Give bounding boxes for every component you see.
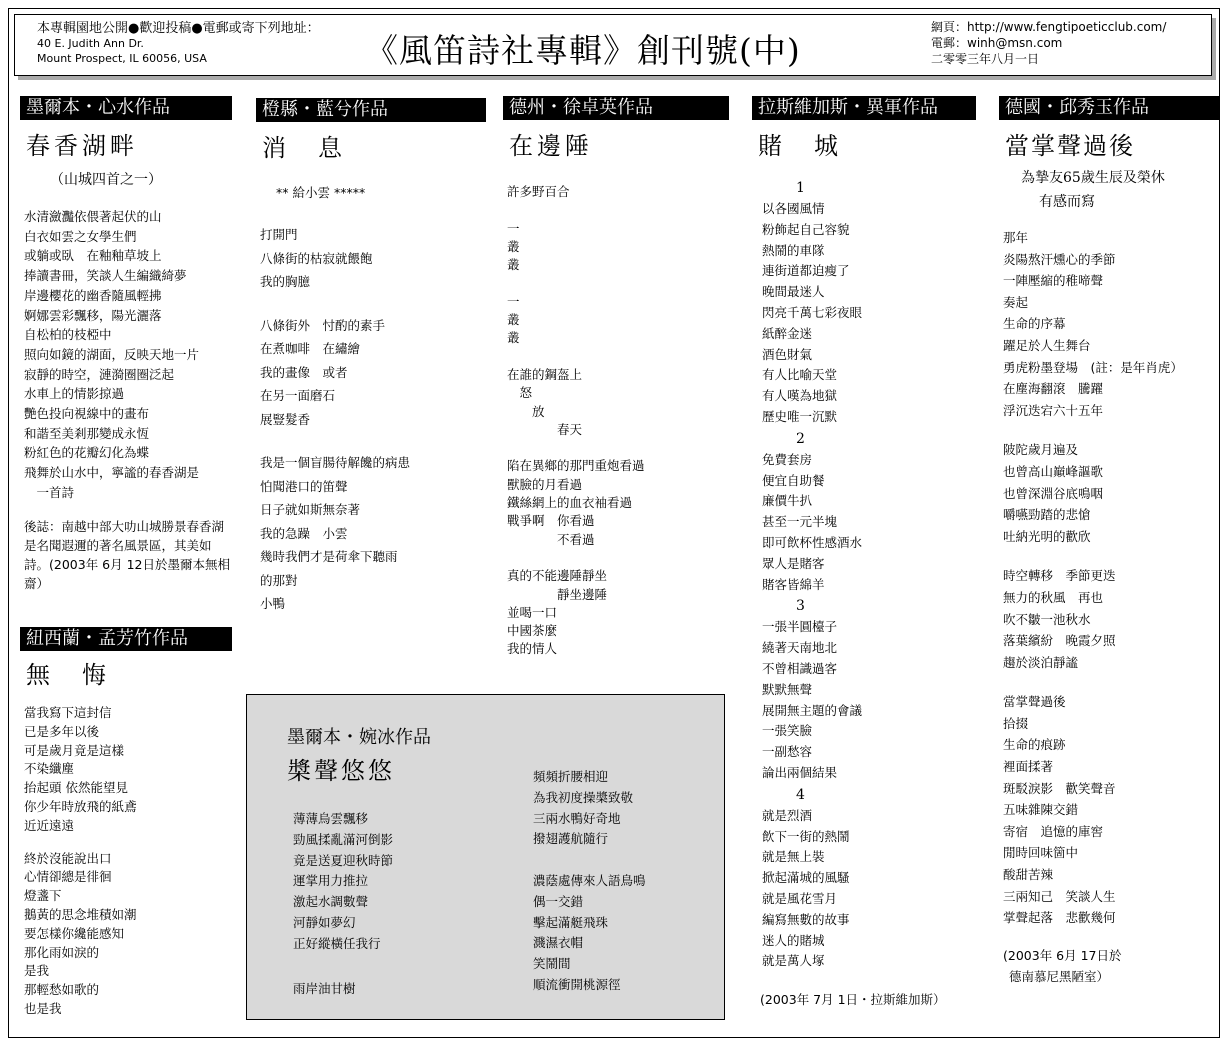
- poem-line: 照向如鏡的湖面，反映天地一片: [24, 346, 200, 362]
- poem-line: 為我初度操槳致敬: [533, 789, 634, 805]
- poem-title: 消 息: [262, 134, 346, 162]
- postscript: 後誌：南越中部大叻山城勝景春香湖是名聞遐邇的著名風景區，其美如詩。(2003年 6月 12日於墨爾本無相齋）: [24, 518, 230, 591]
- poem-line: 眾人是賭客: [762, 555, 825, 571]
- poem-line: 陂陀歲月遍及: [1003, 442, 1079, 458]
- box-author: 墨爾本・婉冰作品: [287, 727, 431, 748]
- poem-line: 當掌聲過後: [1003, 694, 1066, 710]
- poem-line: 鐵絲網上的血衣袖看過: [507, 495, 633, 511]
- poem-subtitle: （山城四首之一）: [50, 172, 162, 188]
- poem-line: [507, 348, 729, 366]
- author-bar: 墨爾本・心水作品: [20, 96, 232, 120]
- poem-line: 酸甜苦辣: [1003, 867, 1054, 883]
- footer-line: 德南慕尼黑陋室）: [1009, 968, 1110, 984]
- poem-line: 浮沉迭宕六十五年: [1003, 402, 1104, 418]
- poem-line: 並喝一口: [507, 604, 558, 620]
- poem-line: 我的畫像 或者: [260, 364, 348, 380]
- poem-line: 婀娜雲彩飄移，陽光灑落: [24, 307, 162, 323]
- poem-line: 放: [507, 403, 545, 419]
- poem-line: 晚間最迷人: [762, 284, 825, 300]
- featured-poem-box: [246, 694, 725, 1020]
- poem-line: 日子就如斯無奈著: [260, 502, 361, 517]
- poem-line: 也曾深淵谷底鳴咽: [1003, 485, 1104, 501]
- poem-line: 我的胸臆: [260, 274, 311, 289]
- poem-line: 水清瀲灩依偎著起伏的山: [24, 209, 162, 224]
- poem-line: 勇虎粉墨登場 (註：是年肖虎）: [1003, 359, 1183, 375]
- section-number: 4: [796, 786, 805, 803]
- poem-line: 有人比喻天堂: [762, 367, 838, 383]
- poem-stanza-3: [1003, 565, 1220, 673]
- poem-line: 一張笑臉: [762, 723, 813, 739]
- box-right-lines: [533, 767, 646, 996]
- author-bar: 拉斯維加斯・異軍作品: [752, 96, 976, 120]
- poem-line: 正好縱橫任我行: [293, 935, 381, 951]
- poem-line: 怒: [507, 385, 533, 401]
- poem-line: 水車上的情影掠過: [24, 386, 125, 402]
- poem-line: 粉紅色的花瓣幻化為蝶: [24, 445, 150, 461]
- column-2: [256, 98, 486, 616]
- poem-line: 掀起滿城的風騷: [762, 870, 850, 886]
- poem-line: 小鴨: [260, 596, 286, 611]
- poem-line: 濺濕衣帽: [533, 935, 584, 951]
- section-number: 2: [796, 430, 805, 447]
- poem-line: 趨於淡泊靜謐: [1003, 654, 1079, 670]
- poem-subtitle: 有感而寫: [1039, 194, 1095, 210]
- poem-line: 怕聞港口的笛聲: [260, 478, 348, 494]
- poem-line: 不看過: [507, 531, 595, 547]
- poem-line: 鵝黃的思念堆積如潮: [24, 906, 137, 922]
- poem-line: 偶一交錯: [533, 893, 584, 909]
- poem-line: 論出兩個結果: [762, 764, 838, 780]
- poem-line: 靜坐邊陲: [507, 586, 608, 602]
- poem-line: 就是萬人塚: [762, 953, 825, 969]
- poem-title: 春香湖畔: [26, 132, 138, 160]
- poem-body: [762, 177, 976, 972]
- poem-line: 吐納光明的歡欣: [1003, 528, 1091, 544]
- poem-line: 擊起滿艇飛珠: [533, 914, 609, 930]
- poem-line: 寂靜的時空，漣漪圈圈泛起: [24, 366, 175, 382]
- poem-line: 中國茶麼: [507, 623, 558, 639]
- poem-stanza-1: [260, 223, 486, 294]
- box-left-lines: [293, 809, 393, 1000]
- submission-note: 本專輯園地公開●歡迎投稿●電郵或寄下列地址：: [37, 21, 320, 36]
- masthead: [14, 14, 1212, 76]
- poem-line: [293, 955, 393, 976]
- poem-line: 賭客皆綿羊: [762, 576, 825, 592]
- footer-line: (2003年 6月 17日於: [1003, 947, 1122, 963]
- poem-line: 我是一個盲腸待解饞的病患: [260, 455, 411, 470]
- poem-title: 當掌聲過後: [1005, 132, 1135, 160]
- poem-line: 心情卻總是徘徊: [24, 869, 112, 885]
- poem-line: 吹不皺一池秋水: [1003, 611, 1091, 627]
- poem-line: 八條街的枯寂就餵飽: [260, 250, 373, 266]
- address-city: Mount Prospect, IL 60056, USA: [37, 52, 207, 65]
- column-5: [999, 96, 1220, 987]
- poem-footer: [1003, 945, 1220, 987]
- poem-line: 繞著天南地北: [762, 640, 838, 656]
- poem-line: 叢: [507, 257, 520, 273]
- poem-subtitle: 為摯友65歲生辰及榮休: [1021, 170, 1165, 186]
- poem-line: 捧讀書冊，笑談人生編織綺夢: [24, 268, 187, 284]
- poem-stanza-1: [1003, 227, 1220, 421]
- poem-line: 幾時我們才是荷傘下聽雨: [260, 549, 398, 564]
- poem-line: 飲下一街的熱鬧: [762, 828, 850, 844]
- poem-line: 春天: [507, 421, 583, 437]
- poem-line: 的那對: [260, 572, 298, 588]
- poem-line: 一陣壓縮的稚啼聲: [1003, 273, 1104, 289]
- poem-line: 雨岸油甘樹: [293, 981, 356, 997]
- poem-line: 無力的秋風 再也: [1003, 589, 1104, 605]
- poem-line: 飛舞於山水中，寧謐的春香湖是: [24, 465, 200, 481]
- poem-lines: [507, 183, 729, 659]
- author-bar: 德國・邱秀玉作品: [999, 96, 1220, 120]
- poem-line: 真的不能邊陲靜坐: [507, 568, 608, 584]
- poem-line: 我的急躁 小雲: [260, 525, 348, 541]
- poem-line: 薄薄烏雲飄移: [293, 811, 369, 826]
- box-poem-title: 槳聲悠悠: [287, 757, 395, 785]
- publication-title: 《風笛詩社專輯》創刊號(中): [365, 31, 801, 70]
- poem-line: 即可飲杯性感酒水: [762, 534, 863, 550]
- poem-line: 閃亮千萬七彩夜眼: [762, 304, 863, 320]
- poem-line: 勁風揉亂滿河倒影: [293, 831, 394, 847]
- poem-line: 紙醉金迷: [762, 325, 813, 341]
- poem-line: 撥翅護航隨行: [533, 831, 609, 847]
- poem-line: 炎陽熬汗燻心的季節: [1003, 251, 1116, 267]
- poem-stanza-4: [1003, 691, 1220, 929]
- column-4: [752, 96, 976, 1008]
- poem-line: 叢: [507, 312, 520, 328]
- poem-line: 可是歲月竟是這樣: [24, 742, 125, 758]
- poem-line: 那化雨如淚的: [24, 944, 100, 960]
- poem-line: 是我: [24, 963, 50, 979]
- poem-lines: [24, 207, 232, 503]
- poem-line: 落葉繽紛 晚霞夕照: [1003, 633, 1116, 649]
- poem-line: 燈盞下: [24, 888, 62, 904]
- poem-footer: (2003年 7月 1日・拉斯維加斯）: [760, 992, 946, 1008]
- poem-line: 已是多年以後: [24, 723, 100, 739]
- poem-line: 生命的痕跡: [1003, 737, 1066, 753]
- poem-line: 展豎髮香: [260, 411, 311, 427]
- poem-line: 三兩知己 笑談人生: [1003, 888, 1116, 904]
- poem-line: 默默無聲: [762, 681, 813, 697]
- poem-line: 閒時回味箇中: [1003, 845, 1079, 861]
- poem-line: 三兩水鴨好奇地: [533, 810, 621, 826]
- poem-line: 就是無上裝: [762, 849, 825, 865]
- poem-line: 陷在異鄉的那門重炮看過: [507, 458, 645, 474]
- poem-stanza-2: [1003, 439, 1220, 547]
- poem-line: 也是我: [24, 1000, 62, 1016]
- author-bar: 德州・徐卓英作品: [503, 96, 729, 120]
- poem-line: 一: [507, 220, 520, 236]
- address-street: 40 E. Judith Ann Dr.: [37, 37, 144, 50]
- poem-line: 在誰的鋼盔上: [507, 366, 583, 382]
- poem-line: 獸臉的月看過: [507, 476, 583, 492]
- poem-line: 便宜自助餐: [762, 472, 825, 488]
- poem-line: 一副愁容: [762, 744, 813, 760]
- author-bar: 橙縣・藍兮作品: [256, 98, 486, 122]
- poem-line: 時空轉移 季節更迭: [1003, 568, 1116, 584]
- poem-line: 以各國風情: [762, 201, 825, 216]
- poem-line: 岸邊櫻花的幽香隨風輕拂: [24, 287, 162, 303]
- poem-line: 掌聲起落 悲歡幾何: [1003, 910, 1116, 926]
- poem-line: 免費套房: [762, 451, 813, 467]
- poem-line: 竟是送夏迎秋時節: [293, 852, 394, 868]
- submission-info: [37, 21, 320, 66]
- poem-line: 八條街外 忖酌的素手: [260, 317, 386, 333]
- poem-line: 河靜如夢幻: [293, 914, 356, 930]
- poem-line: 斑駁淚影 歡笑聲音: [1003, 780, 1116, 796]
- poem-line: 甚至一元半塊: [762, 514, 838, 530]
- column-1: [20, 96, 232, 593]
- column-3: [503, 96, 729, 659]
- poem-line: 編寫無數的故事: [762, 911, 850, 927]
- poem-line: [507, 274, 729, 292]
- poem-line: 在另一面磨石: [260, 388, 336, 403]
- poem-line: 有人嘆為地獄: [762, 388, 838, 404]
- poem-title: 在邊陲: [509, 132, 593, 160]
- poem-line: 廉價牛扒: [762, 493, 813, 509]
- poem-line: 你少年時放飛的紙鳶: [24, 798, 137, 814]
- poem-line: 就是風花雪月: [762, 890, 838, 906]
- poem-line: [507, 439, 729, 457]
- poem-line: 順流衝開桃源徑: [533, 976, 621, 992]
- poem-line: 一首詩: [24, 484, 75, 500]
- poem-line: [507, 201, 729, 219]
- poem-title: 賭 城: [758, 132, 842, 160]
- column-1-lower: [20, 627, 232, 1019]
- poem-line: 頻頻折腰相迎: [533, 769, 609, 784]
- section-number: 3: [796, 598, 805, 615]
- poem-line: 抬起頭 依然能望見: [24, 780, 128, 796]
- poem-line: 不曾相識過客: [762, 660, 838, 676]
- poem-line: [533, 850, 646, 871]
- poem-line: 許多野百合: [507, 184, 570, 199]
- poem-line: 展開無主題的會議: [762, 702, 863, 718]
- poem-line: 那輕愁如歌的: [24, 982, 100, 998]
- poem-line: 也曾高山巔峰謳歌: [1003, 463, 1104, 479]
- poem-line: 在塵海翻滾 騰躍: [1003, 381, 1104, 397]
- poem-line: 和諧至美剎那變成永恆: [24, 425, 150, 441]
- poem-line: 近近遠遠: [24, 817, 75, 833]
- poem-line: 自松柏的枝椏中: [24, 327, 112, 343]
- poem-line: 叢: [507, 330, 520, 346]
- poem-line: 寄宿 追憶的庫窖: [1003, 823, 1104, 839]
- poem-line: 裡面揉著: [1003, 759, 1054, 775]
- poem-line: 拾掇: [1003, 715, 1029, 731]
- poem-line: 在煮咖啡 在繡繪: [260, 341, 361, 356]
- poem-line: 濃蔭處傳來人語鳥鳴: [533, 872, 646, 888]
- dedication: ** 給小雲 *****: [276, 185, 366, 200]
- poem-stanza-3: [260, 451, 486, 616]
- poem-line: 要怎樣你纔能感知: [24, 925, 125, 941]
- website-url[interactable]: 網頁：http://www.fengtipoeticclub.com/: [931, 20, 1167, 34]
- section-number: 1: [796, 180, 805, 196]
- poem-line: 那年: [1003, 230, 1029, 245]
- poem-stanza-2: [24, 850, 232, 1019]
- author-bar: 紐西蘭・孟芳竹作品: [20, 627, 232, 651]
- poem-line: 打開門: [260, 227, 298, 242]
- poem-line: 艷色投向視線中的畫布: [24, 406, 150, 422]
- poem-line: 激起水調數聲: [293, 894, 369, 910]
- poem-line: 迷人的賭城: [762, 932, 825, 948]
- poem-line: 白衣如雲之女學生們: [24, 228, 137, 244]
- contact-info: [931, 19, 1166, 67]
- email-address[interactable]: 電郵：winh@msn.com: [931, 36, 1063, 50]
- poem-line: 叢: [507, 238, 520, 254]
- poem-stanza-1: [24, 704, 232, 836]
- poem-line: 粉飾起自己容貌: [762, 221, 850, 237]
- poem-line: 運掌用力推拉: [293, 873, 369, 889]
- poem-line: 當我寫下這封信: [24, 705, 112, 720]
- issue-date: 二零零三年八月一日: [931, 52, 1040, 66]
- poem-line: 奏起: [1003, 294, 1029, 310]
- poem-line: 不染纖塵: [24, 761, 75, 777]
- poem-line: 歷史唯一沉默: [762, 408, 838, 424]
- poem-line: 嚼嚥勁踏的悲愴: [1003, 507, 1091, 523]
- poem-line: 酒色財氣: [762, 346, 813, 362]
- poem-line: 一張半圓檯子: [762, 619, 838, 635]
- poem-line: 生命的序幕: [1003, 316, 1066, 332]
- poem-line: 躍足於人生舞台: [1003, 337, 1091, 353]
- poem-line: [507, 549, 729, 567]
- poem-line: 熱鬧的車隊: [762, 242, 825, 258]
- poem-line: 五味雜陳交錯: [1003, 802, 1079, 818]
- poem-line: 終於沒能說出口: [24, 850, 112, 866]
- poem-line: 戰爭啊 你看過: [507, 513, 595, 529]
- poem-stanza-2: [260, 314, 486, 432]
- poem-line: 笑鬧間: [533, 956, 571, 972]
- poem-line: 一: [507, 293, 520, 309]
- poem-line: 或躺或臥 在釉釉草坡上: [24, 248, 162, 264]
- poem-title: 無 悔: [26, 661, 110, 689]
- poem-line: 連街道都迫瘦了: [762, 263, 850, 279]
- poem-line: 就是烈酒: [762, 807, 813, 823]
- poem-line: 我的情人: [507, 641, 558, 657]
